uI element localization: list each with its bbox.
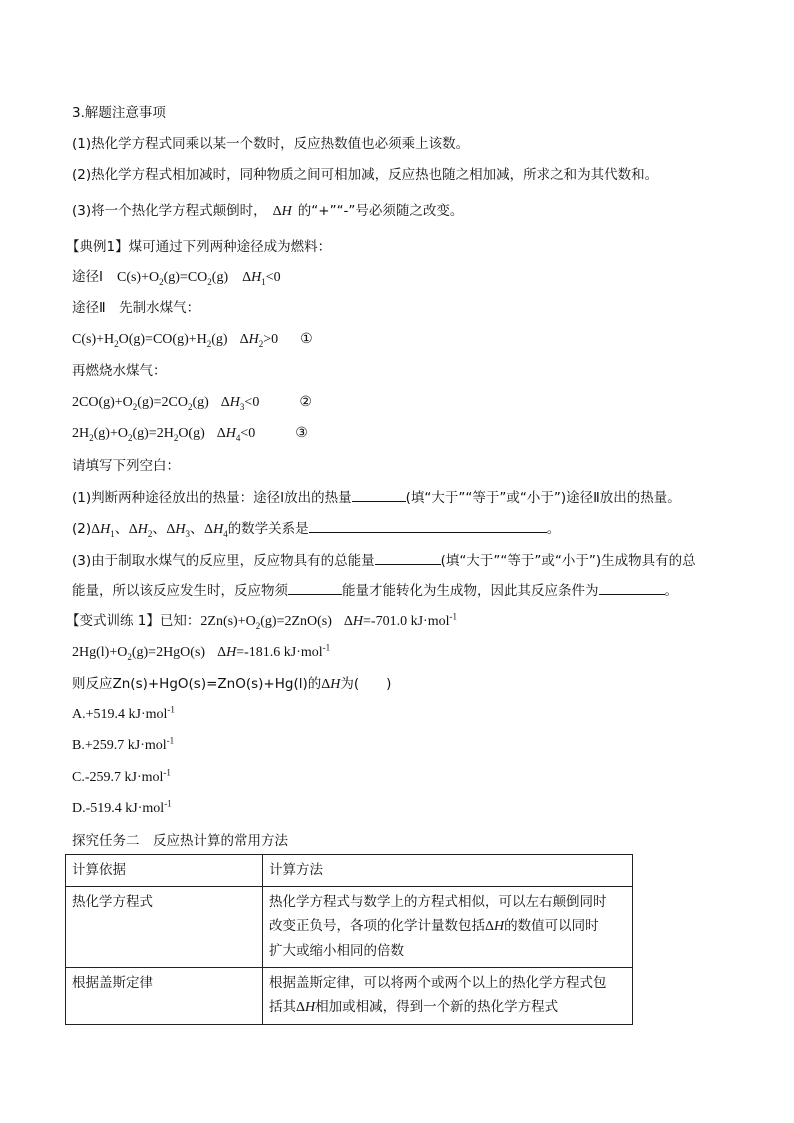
question-2: $(2)\Delta H_1$、$\Delta H_2$、$\Delta H_3$、$\Delta H_4$的数学关系是 。 (72, 518, 560, 540)
fill-prompt: 请填写下列空白： (72, 458, 180, 474)
table-row (66, 968, 633, 1025)
question-3-text-d: 能量才能转化为生成物，因此其反应条件为 (342, 583, 599, 599)
delta-h-list: $\Delta H_1$、$\Delta H_2$、$\Delta H_3$、$\Delta H_4$ (91, 522, 228, 539)
question-3-end: 。 (664, 583, 678, 599)
question-1 (72, 487, 681, 508)
equation-3: $2H_2(g)+O_2(g)=2H_2O(g)$ $\Delta H_4<0$ ③ (72, 426, 308, 443)
note-3 (72, 201, 463, 222)
equation-2: $2CO(g)+O_2(g)=2CO_2(g)$ $\Delta H_3<0$ ② (72, 395, 312, 412)
route-1-label: 途径Ⅰ (72, 269, 103, 285)
answer-blank-5[interactable] (599, 580, 665, 595)
table-row (66, 887, 633, 968)
variant-question-text-a: 则反应Zn(s)+HgO(s)=ZnO(s)+Hg(l)的 (72, 676, 322, 692)
note-2: (2)热化学方程式相加减时，同种物质之间可相加减，反应热也随之相加减，所求之和为其代数和。 (72, 167, 659, 183)
delta-h: ΔH (321, 677, 341, 692)
note-1: (1)热化学方程式同乘以某一个数时，反应热数值也必须乘上该数。 (72, 136, 470, 152)
answer-blank-2[interactable] (309, 518, 547, 533)
row-1-method-line-1: 热化学方程式与数学上的方程式相似，可以左右颠倒同时 (269, 894, 607, 910)
section-heading: 3.解题注意事项 (72, 105, 166, 121)
delta-h: ΔH (272, 204, 292, 219)
answer-blank-3[interactable] (375, 550, 441, 565)
row-2-method-line-2: 括其ΔH相加或相减，得到一个新的热化学方程式 (269, 999, 559, 1015)
row-1-method (263, 887, 633, 968)
option-b[interactable]: B.+259.7 kJ·mol$^{-1}$ (72, 735, 175, 753)
burn-label: 再燃烧水煤气： (72, 363, 167, 379)
variant-equation-1: $2Zn(s)+O_2(g)=2ZnO(s)$ ΔH=-701.0 kJ·mol$^{-1}$ (200, 611, 457, 631)
question-1-text-a: (1)判断两种途径放出的热量：途径Ⅰ放出的热量 (72, 490, 352, 506)
equation-1: $C(s)+H_2O(g)=CO(g)+H_2(g)$ $\Delta H_2>0$ ① (72, 332, 313, 349)
variant-question-text-b: 为( ) (340, 676, 392, 692)
question-3-text-a: (3)由于制取水煤气的反应里，反应物具有的总能量 (72, 553, 375, 569)
note-3-text-b: 的“+”“-”号必须随之改变。 (297, 203, 464, 219)
header-method: 计算方法 (263, 855, 633, 887)
example-title: 【典例1】煤可通过下列两种途径成为燃料： (66, 239, 332, 255)
option-c[interactable]: C.-259.7 kJ·mol$^{-1}$ (72, 767, 171, 785)
mark-1: ① (300, 332, 313, 347)
row-1-method-line-2: 改变正负号，各项的化学计量数包括ΔH的数值可以同时 (269, 918, 599, 934)
question-2-text: 的数学关系是 (227, 521, 309, 537)
option-a[interactable]: A.+519.4 kJ·mol$^{-1}$ (72, 704, 175, 722)
question-2-end: 。 (546, 521, 561, 537)
question-3-text-c: 能量，所以该反应发生时，反应物须 (72, 583, 288, 599)
answer-blank-4[interactable] (288, 580, 342, 595)
mark-3: ③ (295, 426, 308, 441)
row-2-basis: 根据盖斯定律 (66, 968, 263, 1025)
header-basis: 计算依据 (66, 855, 263, 887)
question-3-text-b: (填“大于”“等于”或“小于”)生成物具有的总 (440, 553, 696, 569)
row-1-method-line-3: 扩大或缩小相同的倍数 (269, 943, 404, 959)
note-3-text-a: (3)将一个热化学方程式颠倒时， (72, 203, 267, 219)
question-3-line-2 (72, 580, 678, 601)
option-d[interactable]: D.-519.4 kJ·mol$^{-1}$ (72, 798, 172, 816)
variant-title-text: 【变式训练 1】已知： (66, 613, 201, 629)
question-3-line-1 (72, 550, 696, 571)
variant-equation-2: $2Hg(l)+O_2(g)=2HgO(s)$ ΔH=-181.6 kJ·mol$^{-1}$ (72, 642, 331, 662)
mark-2: ② (299, 395, 312, 410)
equation-route-1: $C(s)+O_2(g)=CO_2(g)$ $\Delta H_1<0$ (116, 270, 281, 287)
route-2-label: 途径Ⅱ 先制水煤气： (72, 300, 201, 316)
variant-title (66, 611, 457, 632)
variant-question (72, 674, 391, 695)
task-title: 探究任务二 反应热计算的常用方法 (72, 833, 288, 849)
row-2-method-line-1: 根据盖斯定律，可以将两个或两个以上的热化学方程式包 (269, 975, 607, 991)
route-1 (72, 267, 281, 288)
row-2-method (263, 968, 633, 1025)
answer-blank-1[interactable] (352, 487, 406, 502)
calculation-methods-table (65, 854, 633, 1025)
question-1-text-b: (填“大于”“等于”或“小于”)途径Ⅱ放出的热量。 (405, 490, 681, 506)
table-header-row (66, 855, 633, 887)
row-1-basis: 热化学方程式 (66, 887, 263, 968)
